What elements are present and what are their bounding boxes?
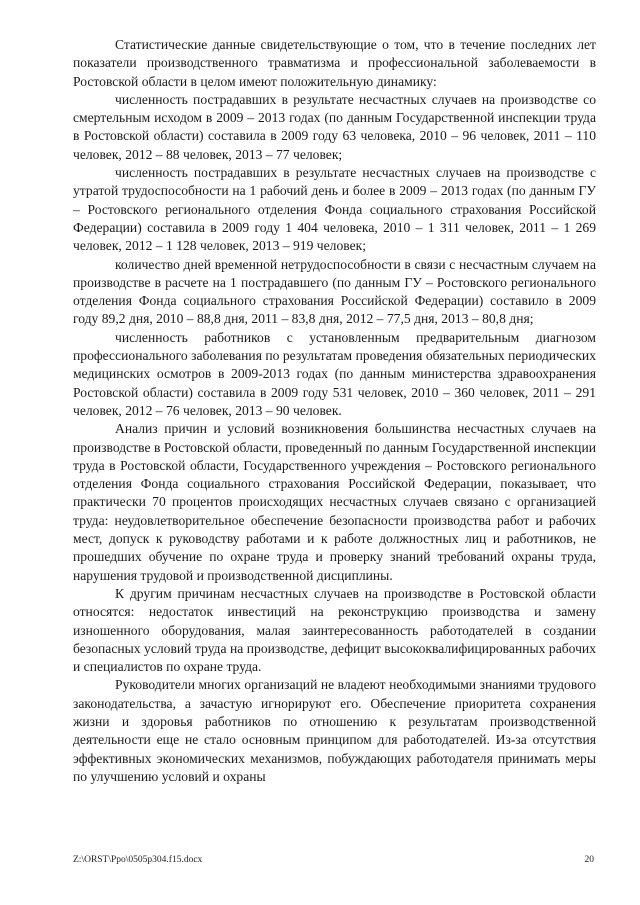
occupational-disease-paragraph: численность работников с установленным предварительным диагнозом профессионального заболевания по результатам проведения обязательных периодических медицинских осмотров в 2009-2013 годах (по данным министерства здравоохранения Ростовской области) составила в 2009 году 531 человек, 2010 – 360 человек, 2011 – 291 человек, 2012 – 76 человек, 2013 – 90 человек. [73,329,596,418]
file-path: Z:\ORST\Ppo\0505p304.f15.docx [73,855,203,865]
fatal-injuries-paragraph: численность пострадавших в результате несчастных случаев на производстве со смертельным исходом в 2009 – 2013 годах (по данным Государственной инспекции труда в Ростовской области) составила в 2009 году 63 человека, 2010 – 96 человек, 2011 – 110 человек, 2012 – 88 человек, 2013 – 77 человек; [73,91,596,162]
page-footer [73,855,596,869]
document-body [73,36,596,786]
disability-injuries-paragraph: численность пострадавших в результате несчастных случаев на производстве с утратой трудоспособности на 1 рабочий день и более в 2009 – 2013 годах (по данным ГУ – Ростовского регионального отделения Фонда социального страхования Российской Федерации) составила в 2009 году 1 404 человека, 2010 – 1 311 человек, 2011 – 1 269 человек, 2012 – 1 128 человек, 2013 – 919 человек; [73,165,596,254]
incapacity-days-paragraph: количество дней временной нетрудоспособности в связи с несчастным случаем на производстве в расчете на 1 пострадавшего (по данным ГУ – Ростовского регионального отделения Фонда социального страхования Российской Федерации) составило в 2009 году 89,2 дня, 2010 – 88,8 дня, 2011 – 83,8 дня, 2012 – 77,5 дня, 2013 – 80,8 дня; [73,256,596,327]
employers-paragraph: Руководители многих организаций не владеют необходимыми знаниями трудового законодательства, а зачастую игнорируют его. Обеспечение приоритета сохранения жизни и здоровья работников по отношению к результатам производственной деятельности еще не стало основным принципом для работодателей. Из-за отсутствия эффективных экономических механизмов, побуждающих работодателя принимать меры по улучшению условий и охраны [73,677,596,784]
other-causes-paragraph: К другим причинам несчастных случаев на производстве в Ростовской области относятся: недостаток инвестиций на реконструкцию производства и замену изношенного оборудования, малая заинтересованность работодателей в создании безопасных условий труда на производстве, дефицит высококвалифицированных рабочих и специалистов по охране труда. [73,585,596,675]
page-number: 20 [584,855,594,865]
causes-analysis-paragraph: Анализ причин и условий возникновения большинства несчастных случаев на производстве в Ростовской области, проведенный по данным Государственной инспекции труда в Ростовской области, Государственного учреждения – Ростовского регионального отделения Фонда социального страхования Российской Федерации, показывает, что практически 70 процентов происходящих несчастных случаев связано с организацией труда: неудовлетворительное обеспечение безопасности производства работ и рабочих мест, допуск к руководству работами и к работе должностных лиц и работников, не прошедших обучение по охране труда и проверку знаний требований охраны труда, нарушения трудовой и производственной дисциплины. [73,421,596,583]
intro-paragraph: Статистические данные свидетельствующие о том, что в течение последних лет показатели производственного травматизма и профессиональной заболеваемости в Ростовской области в целом имеют положительную динамику: [73,37,596,89]
